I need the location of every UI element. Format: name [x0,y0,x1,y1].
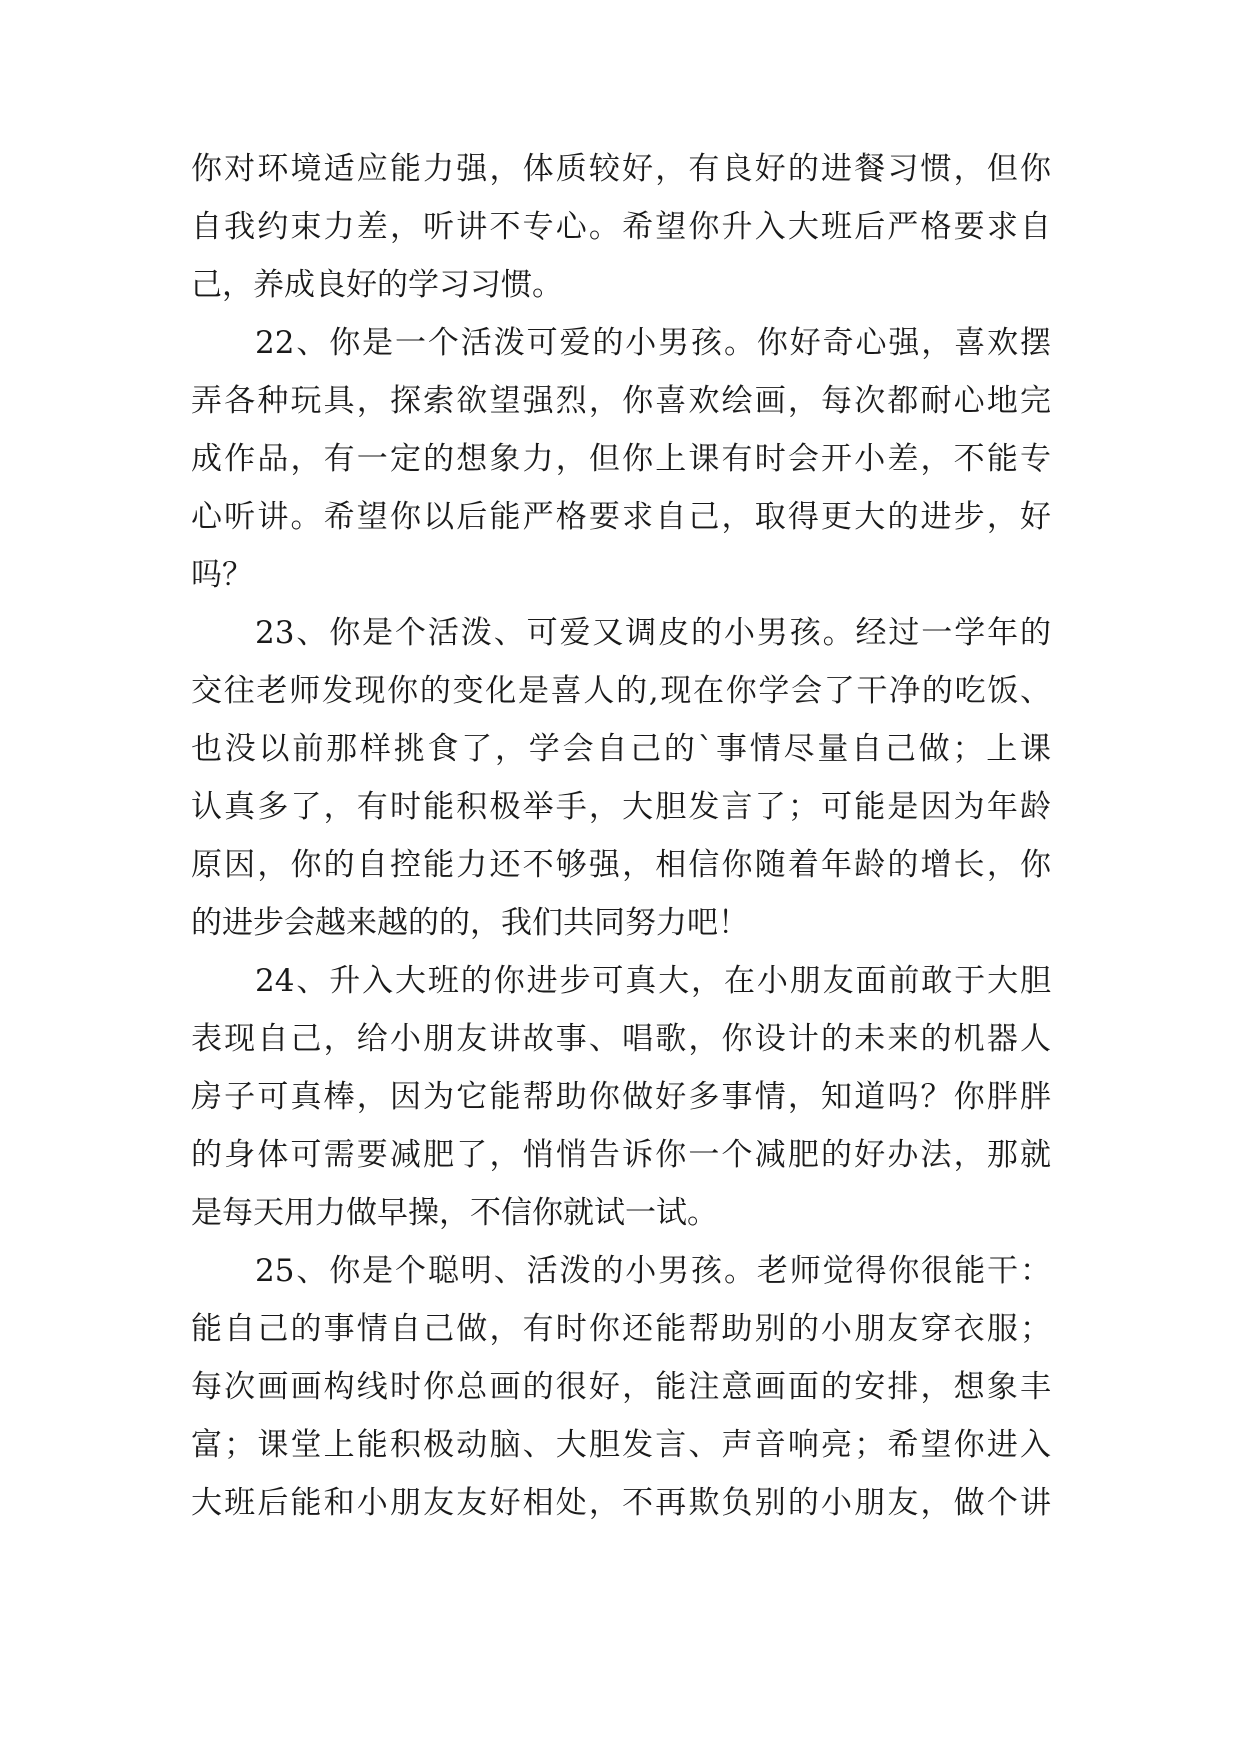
paragraph-line: 己，养成良好的学习习惯。 [191,267,563,303]
paragraph-line: 是每天用力做早操，不信你就试一试。 [191,1195,718,1231]
paragraph-line: 23、你是个活泼、可爱又调皮的小男孩。经过一学年的 [255,615,1051,651]
paragraph-line: 原因，你的自控能力还不够强，相信你随着年龄的增长，你 [191,847,1051,883]
paragraph-line: 自我约束力差，听讲不专心。希望你升入大班后严格要求自 [191,209,1051,245]
paragraph-line: 认真多了，有时能积极举手，大胆发言了；可能是因为年龄 [191,789,1051,825]
paragraph-line: 你对环境适应能力强，体质较好，有良好的进餐习惯，但你 [191,151,1051,187]
paragraph-line: 大班后能和小朋友友好相处，不再欺负别的小朋友，做个讲 [191,1485,1051,1521]
paragraph-line: 表现自己，给小朋友讲故事、唱歌，你设计的未来的机器人 [191,1021,1051,1057]
paragraph-line: 能自己的事情自己做，有时你还能帮助别的小朋友穿衣服； [191,1311,1051,1347]
paragraph-line: 吗？ [191,557,253,593]
paragraph-line: 交往老师发现你的变化是喜人的,现在你学会了干净的吃饭、 [191,673,1051,709]
paragraph-line: 24、升入大班的你进步可真大，在小朋友面前敢于大胆 [255,963,1051,999]
paragraph-line: 富；课堂上能积极动脑、大胆发言、声音响亮；希望你进入 [191,1427,1051,1463]
paragraph-line: 成作品，有一定的想象力，但你上课有时会开小差，不能专 [191,441,1051,477]
paragraph-line: 22、你是一个活泼可爱的小男孩。你好奇心强，喜欢摆 [255,325,1051,361]
paragraph-line: 的进步会越来越的的，我们共同努力吧！ [191,905,749,941]
paragraph-line: 也没以前那样挑食了，学会自己的`事情尽量自己做；上课 [191,731,1051,767]
paragraph-line: 弄各种玩具，探索欲望强烈，你喜欢绘画，每次都耐心地完 [191,383,1051,419]
paragraph-line: 每次画画构线时你总画的很好，能注意画面的安排，想象丰 [191,1369,1051,1405]
paragraph-line: 的身体可需要减肥了，悄悄告诉你一个减肥的好办法，那就 [191,1137,1051,1173]
paragraph-line: 心听讲。希望你以后能严格要求自己，取得更大的进步，好 [191,499,1051,535]
paragraph-line: 房子可真棒，因为它能帮助你做好多事情，知道吗？你胖胖 [191,1079,1051,1115]
paragraph-line: 25、你是个聪明、活泼的小男孩。老师觉得你很能干： [255,1253,1051,1289]
